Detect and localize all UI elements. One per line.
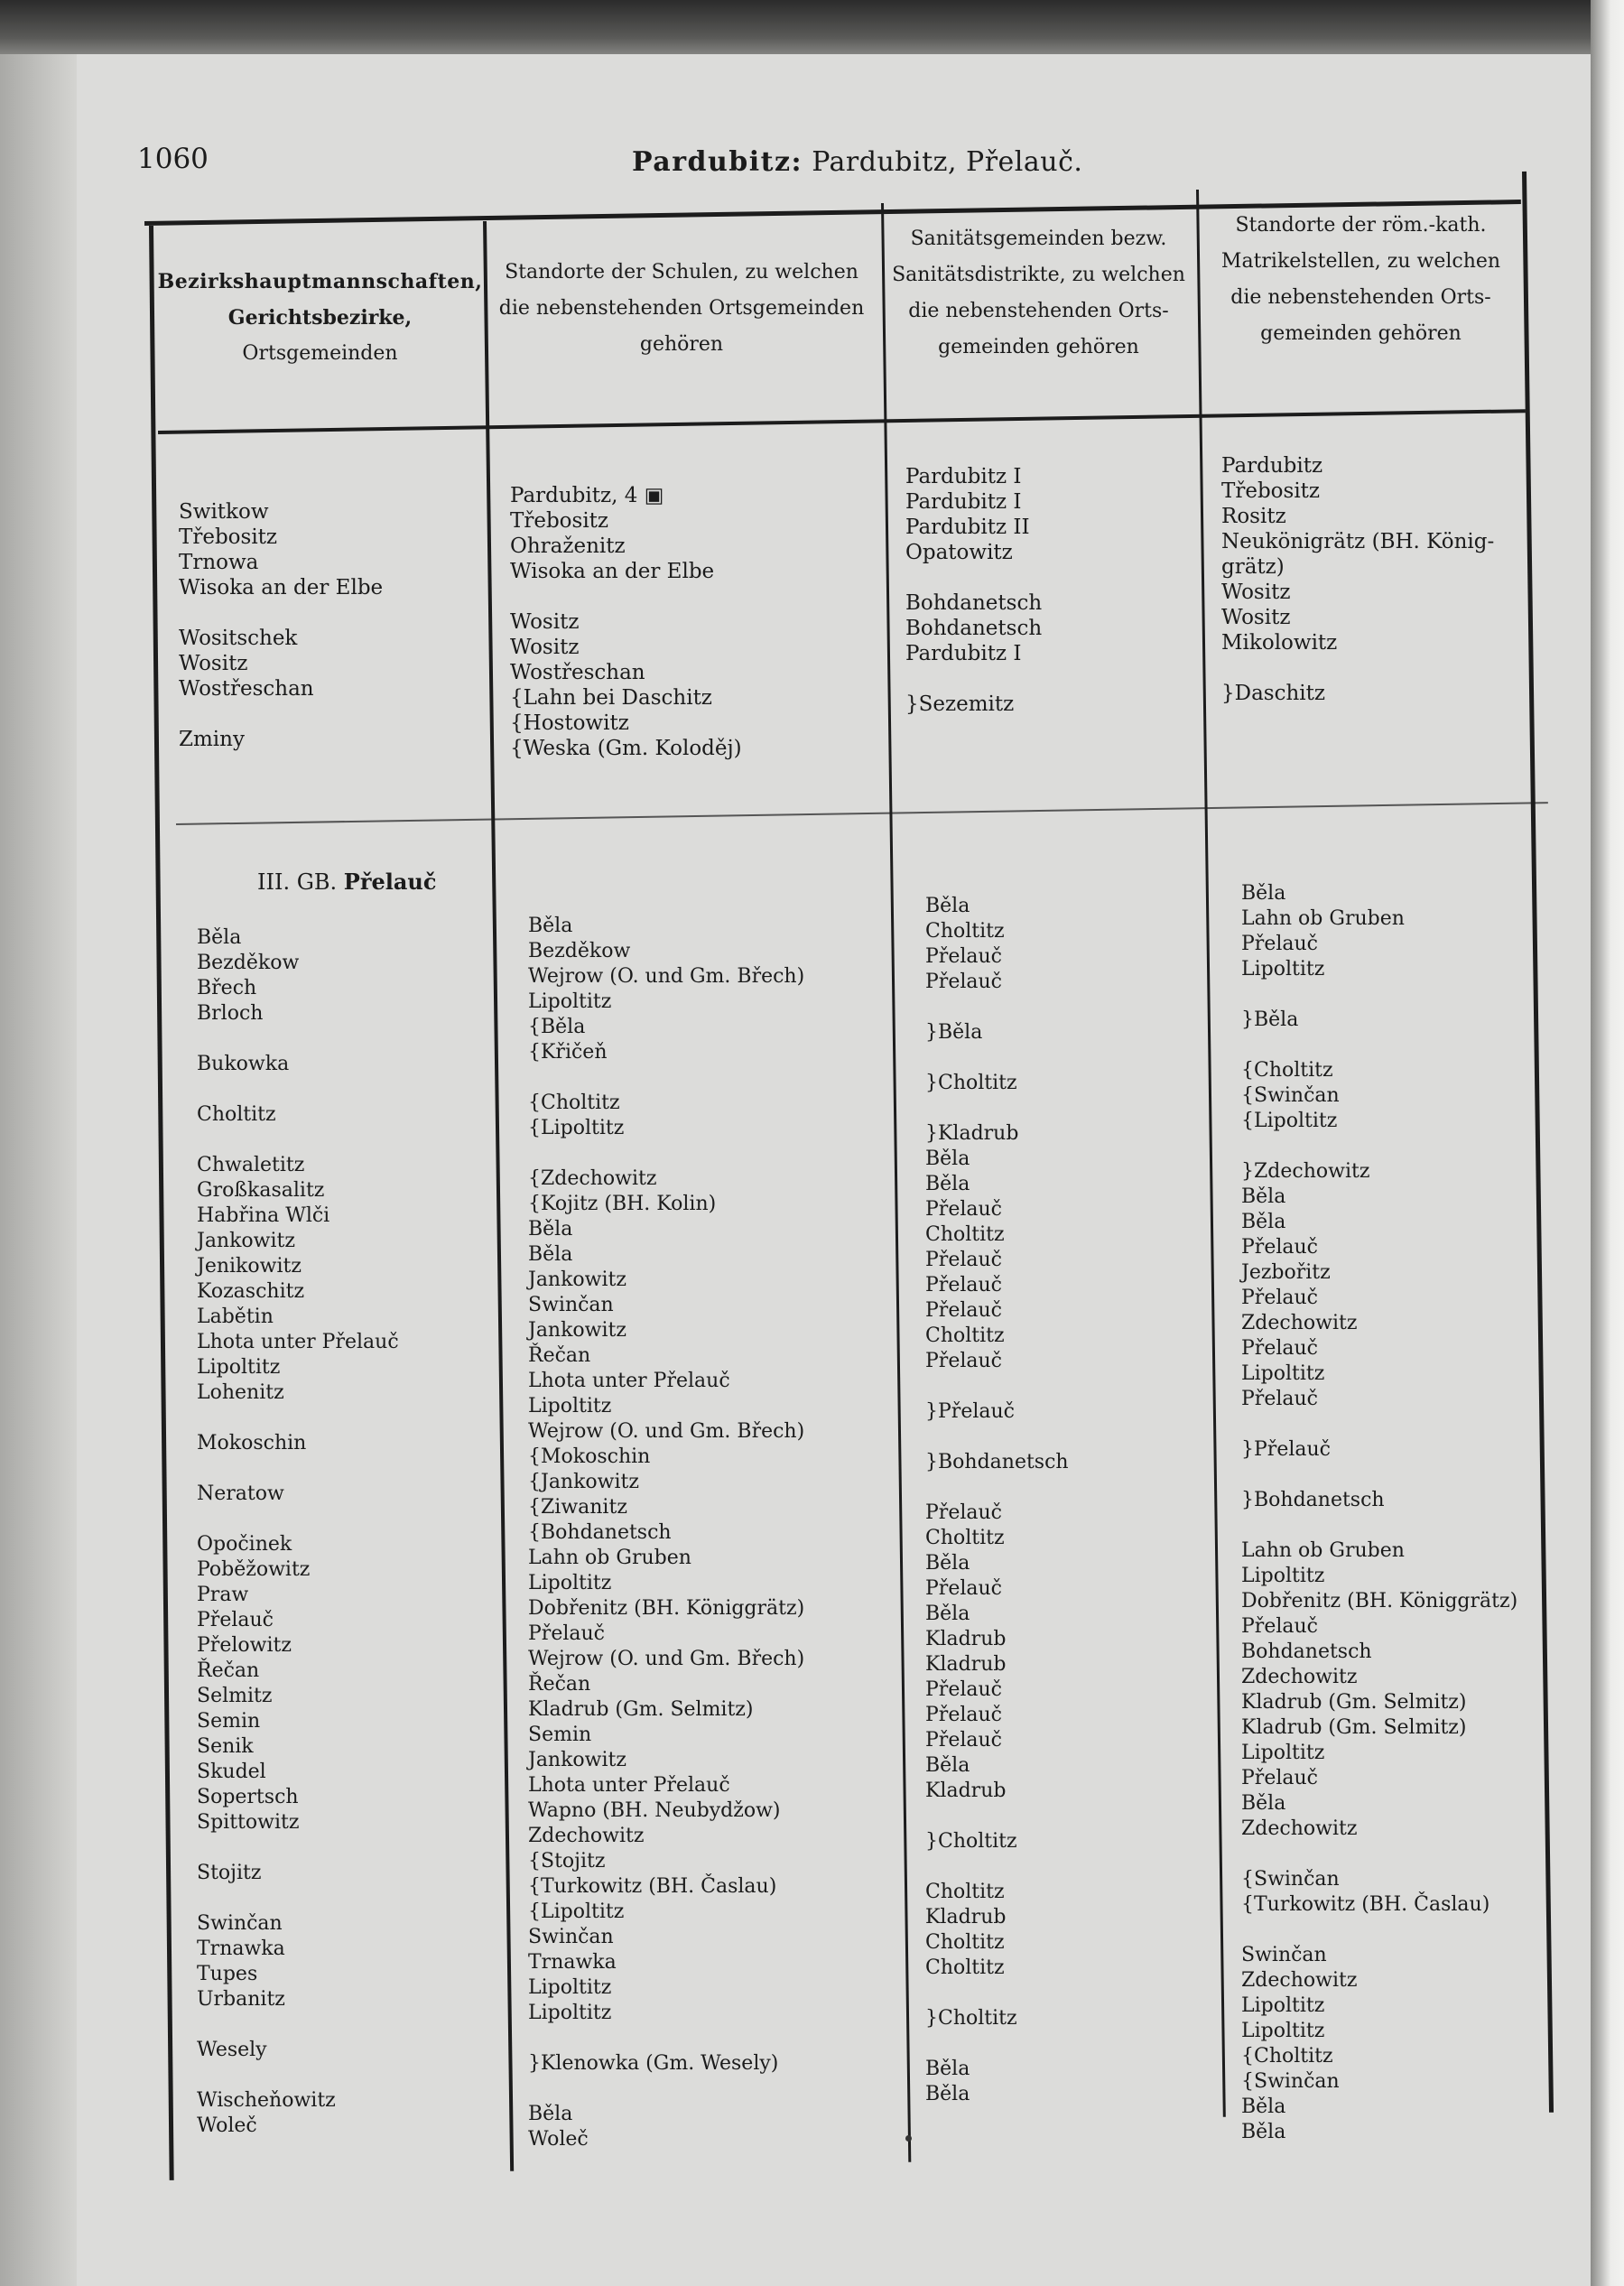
section1-col2-list (510, 483, 742, 761)
list-item: Jankowitz (528, 1319, 626, 1342)
list-item (925, 1981, 1069, 2006)
list-item: Lhota unter Přelauč (197, 1331, 399, 1353)
list-item: Lipoltitz (1241, 1362, 1325, 1385)
list-item (1241, 1412, 1517, 1437)
list-item: {Kojitz (BH. Kolin) (528, 1193, 717, 1215)
page-number: 1060 (137, 143, 209, 175)
header-col4-line1: Standorte der röm.-kath. (1235, 214, 1487, 237)
list-item: Semin (528, 1724, 592, 1746)
list-item: Woleč (197, 2114, 257, 2137)
list-item: Běla (528, 915, 573, 937)
list-item (179, 600, 383, 626)
list-item: Pardubitz I (905, 490, 1022, 514)
list-item: }Choltitz (925, 1072, 1017, 1094)
book-gutter (0, 54, 77, 2286)
list-item: Přelauč (528, 1622, 605, 1645)
list-item: Swinčan (1241, 1944, 1327, 1966)
list-item: Wejrow (O. und Gm. Břech) (528, 1420, 805, 1443)
list-item: Jezbořitz (1241, 1261, 1331, 1284)
list-item (528, 1065, 804, 1091)
list-item: Přelauč (1241, 1236, 1318, 1259)
list-item (1241, 1134, 1517, 1159)
list-item: Přelauč (925, 1704, 1002, 1726)
list-item: Woleč (528, 2128, 589, 2151)
list-item (197, 2063, 399, 2088)
list-item (197, 1886, 399, 1911)
list-item (925, 1045, 1069, 1071)
header-col3-line1: Sanitätsgemeinden bezw. (910, 228, 1167, 250)
list-item: Přelauč (1241, 1337, 1318, 1360)
list-item: Pardubitz I (905, 642, 1022, 665)
list-item: Lahn ob Gruben (528, 1547, 691, 1569)
list-item: Großkasalitz (197, 1179, 325, 1202)
list-item: Zminy (179, 728, 245, 751)
list-item: Pardubitz II (905, 516, 1030, 539)
list-item: }Kladrub (925, 1122, 1019, 1145)
list-item: }Sezemitz (905, 692, 1015, 716)
list-item: Přelauč (1241, 933, 1318, 955)
list-item: Běla (925, 2058, 970, 2080)
list-item: Lahn ob Gruben (1241, 1539, 1405, 1562)
list-item (197, 2012, 399, 2038)
list-item: Přelauč (925, 1198, 1002, 1221)
list-item: Choltitz (925, 1956, 1005, 1979)
list-item: Běla (925, 1603, 970, 1625)
list-item: Choltitz (925, 1324, 1005, 1347)
list-item: Tupes (197, 1963, 258, 1985)
list-item: Třebositz (510, 509, 609, 533)
list-item: Řečan (528, 1673, 591, 1696)
list-item: {Weska (Gm. Koloděj) (510, 737, 742, 760)
list-item: {Turkowitz (BH. Časlau) (528, 1875, 777, 1898)
list-item: Senik (197, 1735, 254, 1758)
list-item: Chwaletitz (197, 1154, 305, 1176)
section1-col1-list (179, 499, 383, 752)
list-item: {Swinčan (1241, 2070, 1340, 2093)
list-item: Řečan (528, 1344, 591, 1367)
list-item: Bohdanetsch (1241, 1640, 1372, 1663)
list-item: {Turkowitz (BH. Časlau) (1241, 1893, 1490, 1916)
list-item: {Jankowitz (528, 1471, 639, 1493)
list-item: Dobřenitz (BH. Königgrätz) (528, 1597, 805, 1620)
list-item: Lipoltitz (1241, 1565, 1325, 1587)
header-col2 (487, 255, 876, 363)
header-col4 (1201, 208, 1521, 352)
list-item: Přelauč (925, 1274, 1002, 1296)
list-item: Běla (1241, 2121, 1286, 2143)
list-item: Zdechowitz (1241, 1817, 1358, 1840)
list-item: Wositz (1221, 606, 1291, 629)
list-item (925, 1854, 1069, 1880)
list-item: }Bohdanetsch (925, 1451, 1069, 1473)
list-item: Zdechowitz (1241, 1666, 1358, 1688)
list-item: Wositz (510, 636, 580, 659)
list-item: Přelauč (1241, 1287, 1318, 1309)
list-item: Ohraženitz (510, 534, 626, 558)
list-item: Lipoltitz (528, 1572, 612, 1594)
scan-right-edge (1591, 0, 1624, 2286)
list-item: Třebositz (179, 525, 278, 549)
list-item (1241, 982, 1517, 1008)
header-col1 (155, 264, 485, 372)
list-item: Jankowitz (528, 1749, 626, 1771)
list-item: Wischeňowitz (197, 2089, 336, 2112)
list-item: Přelauč (925, 1299, 1002, 1322)
list-item: Pardubitz, 4 ▣ (510, 484, 664, 507)
list-item: Běla (925, 895, 970, 917)
list-item (1241, 1513, 1517, 1538)
list-item: Třebositz (1221, 479, 1321, 503)
list-item: Sopertsch (197, 1786, 299, 1808)
list-item: Lhota unter Přelauč (528, 1370, 730, 1392)
list-item (1241, 1842, 1517, 1867)
list-item (925, 1096, 1069, 1121)
header-col3-line3: die nebenstehenden Orts- (908, 300, 1169, 322)
list-item: Labětin (197, 1306, 274, 1328)
list-item: {Choltitz (1241, 2045, 1333, 2068)
list-item: Switkow (179, 500, 269, 524)
list-item (528, 1141, 804, 1166)
list-item: Wejrow (O. und Gm. Břech) (528, 965, 805, 988)
list-item (197, 1128, 399, 1153)
header-district: Pardubitz: (632, 146, 803, 178)
list-item: Bezděkow (197, 952, 300, 974)
list-item: Dobřenitz (BH. Königgrätz) (1241, 1590, 1518, 1612)
list-item: Stojitz (197, 1862, 262, 1884)
list-item (528, 2026, 804, 2051)
header-col3-line4: gemeinden gehören (938, 336, 1139, 358)
list-item (1221, 655, 1494, 681)
list-item: Přelauč (1241, 1615, 1318, 1638)
list-item: Běla (528, 1243, 573, 1266)
list-item: Rositz (1221, 505, 1286, 528)
list-item: {Choltitz (1241, 1059, 1333, 1082)
list-item: Trnowa (179, 551, 259, 574)
list-item: Wositz (179, 652, 248, 675)
list-item: Choltitz (925, 1527, 1005, 1549)
section2-col3-list (925, 894, 1069, 2107)
list-item: Praw (197, 1584, 249, 1606)
list-item: Lipoltitz (528, 990, 612, 1013)
header-col4-line4: gemeinden gehören (1260, 322, 1462, 345)
list-item (925, 1475, 1069, 1501)
list-item: Habřina Wlči (197, 1204, 330, 1227)
list-item (1241, 1463, 1517, 1488)
list-item: Běla (925, 1173, 970, 1195)
list-item: Běla (1241, 1185, 1286, 1208)
list-item (197, 1507, 399, 1532)
list-item: }Přelauč (1241, 1438, 1331, 1461)
list-item: Přelauč (925, 1501, 1002, 1524)
list-item (179, 702, 383, 727)
list-item: Běla (528, 1218, 573, 1241)
list-item: Wostřeschan (179, 677, 314, 701)
list-item: Wositz (510, 610, 580, 634)
list-item: }Klenowka (Gm. Wesely) (528, 2052, 779, 2075)
list-item (197, 1835, 399, 1861)
list-item: Wisoka an der Elbe (179, 576, 384, 599)
list-item: Běla (925, 1754, 970, 1777)
list-item: Pardubitz I (905, 465, 1022, 488)
list-item: }Choltitz (925, 1830, 1017, 1853)
list-item (925, 1804, 1069, 1829)
list-item (197, 1027, 399, 1052)
list-item: {Lipoltitz (528, 1900, 625, 1923)
list-item (1241, 1918, 1517, 1943)
list-item: Jenikowitz (197, 1255, 302, 1278)
section1-col3-list (905, 464, 1042, 717)
list-item (528, 2077, 804, 2102)
list-item (197, 1456, 399, 1482)
list-item: Swinčan (528, 1926, 614, 1948)
list-item: {Lipoltitz (528, 1117, 625, 1139)
list-item: }Choltitz (925, 2007, 1017, 2030)
list-item: Wejrow (O. und Gm. Břech) (528, 1648, 805, 1670)
section2-title-name: Přelauč (343, 869, 437, 895)
list-item: Přelauč (925, 945, 1002, 968)
page-header (632, 146, 1082, 178)
list-item: Wapno (BH. Neubydžow) (528, 1799, 781, 1822)
list-item: Swinčan (528, 1294, 614, 1316)
list-item: Brloch (197, 1002, 264, 1025)
list-item: Přelauč (925, 971, 1002, 993)
header-col1-line3: Ortsgemeinden (242, 342, 398, 365)
list-item (925, 995, 1069, 1020)
list-item: Bohdanetsch (905, 617, 1043, 640)
list-item: Lipoltitz (528, 1976, 612, 1999)
list-item: Přelauč (925, 1729, 1002, 1752)
list-item: {Lahn bei Daschitz (510, 686, 712, 710)
list-item: Bukowka (197, 1053, 290, 1075)
list-item: Mikolowitz (1221, 631, 1338, 655)
list-item: Wesely (197, 2039, 267, 2061)
list-item: Bezděkow (528, 940, 631, 962)
list-item: {Bohdanetsch (528, 1521, 672, 1544)
list-item: Přelauč (925, 1350, 1002, 1372)
list-item: Běla (925, 2083, 970, 2105)
list-item: Choltitz (925, 1223, 1005, 1246)
list-item: {Stojitz (528, 1850, 606, 1872)
header-col2-line1: Standorte der Schulen, zu welchen (505, 261, 858, 283)
list-item: Běla (1241, 1792, 1286, 1815)
list-item: Běla (1241, 882, 1286, 905)
list-item: Lipoltitz (528, 2002, 612, 2024)
list-item: Poběžowitz (197, 1558, 311, 1581)
header-col1-line2: Gerichtsbezirke, (227, 306, 413, 330)
list-item: Přelauč (925, 1249, 1002, 1271)
list-item: Spittowitz (197, 1811, 300, 1834)
section2-title-prefix: III. GB. (257, 869, 338, 895)
list-item: Kladrub (925, 1906, 1007, 1928)
list-item: Trnawka (197, 1938, 285, 1960)
list-item: {Swinčan (1241, 1868, 1340, 1891)
list-item: Wostřeschan (510, 661, 645, 684)
section2-title (257, 869, 436, 895)
list-item: Wisoka an der Elbe (510, 560, 715, 583)
list-item: Běla (925, 1148, 970, 1170)
list-item: Neratow (197, 1482, 284, 1505)
list-item: Běla (197, 926, 242, 949)
list-item: Urbanitz (197, 1988, 285, 2011)
list-item: Opočinek (197, 1533, 292, 1556)
list-item: Přelauč (197, 1609, 274, 1631)
list-item: Zdechowitz (1241, 1969, 1358, 1992)
section2-col1-list (197, 925, 399, 2139)
list-item: Běla (1241, 1211, 1286, 1233)
list-item: Choltitz (925, 1881, 1005, 1903)
list-item: Břech (197, 977, 257, 999)
list-item: Bohdanetsch (905, 591, 1043, 615)
list-item: Mokoschin (197, 1432, 307, 1454)
list-item: Přelauč (1241, 1388, 1318, 1410)
list-item: Lipoltitz (1241, 1994, 1325, 2017)
header-col3 (883, 221, 1194, 366)
list-item: Lipoltitz (528, 1395, 612, 1417)
list-item: }Daschitz (1221, 682, 1325, 705)
list-item: {Ziwanitz (528, 1496, 627, 1519)
header-col4-line3: die nebenstehenden Orts- (1230, 286, 1491, 309)
list-item: Kladrub (925, 1780, 1007, 1802)
list-item: Choltitz (925, 920, 1005, 943)
list-item: Běla (925, 1552, 970, 1575)
list-item: Přelowitz (197, 1634, 292, 1657)
list-item: Kladrub (Gm. Selmitz) (528, 1698, 754, 1721)
list-item (510, 584, 742, 609)
list-item (925, 1374, 1069, 1399)
list-item: }Běla (925, 1021, 983, 1044)
list-item: Kladrub (925, 1653, 1007, 1676)
list-item (197, 1077, 399, 1102)
section2-col4-list (1241, 881, 1517, 2145)
list-item: {Swinčan (1241, 1084, 1340, 1107)
list-item: Skudel (197, 1761, 266, 1783)
list-item: {Lipoltitz (1241, 1110, 1338, 1132)
list-item: Swinčan (197, 1912, 283, 1935)
list-item: Kladrub (Gm. Selmitz) (1241, 1691, 1467, 1714)
list-item: Jankowitz (197, 1230, 295, 1252)
list-item: Wositschek (179, 627, 298, 650)
list-item: {Zdechowitz (528, 1167, 657, 1190)
list-item (925, 1425, 1069, 1450)
list-item: Pardubitz (1221, 454, 1323, 478)
list-item: Selmitz (197, 1685, 273, 1707)
list-item (1241, 1033, 1517, 1058)
list-item: Lahn ob Gruben (1241, 907, 1405, 930)
list-item: Přelauč (1241, 1767, 1318, 1789)
list-item: Wositz (1221, 581, 1291, 604)
section2-col2-list (528, 914, 804, 2152)
list-item: Zdechowitz (528, 1825, 645, 1847)
list-item: Semin (197, 1710, 261, 1733)
list-item: Opatowitz (905, 541, 1013, 564)
list-item: Řečan (197, 1659, 260, 1682)
list-item: {Choltitz (528, 1092, 620, 1114)
list-item: {Běla (528, 1016, 586, 1038)
header-col2-line2: die nebenstehenden Ortsgemeinden (498, 297, 865, 320)
list-item: }Přelauč (925, 1400, 1015, 1423)
list-item: Trnawka (528, 1951, 617, 1974)
section1-col4-list (1221, 453, 1494, 706)
header-col2-line3: gehören (639, 333, 724, 356)
header-places: Pardubitz, Přelauč. (812, 146, 1083, 178)
list-item: }Běla (1241, 1008, 1299, 1031)
list-item: Kladrub (925, 1628, 1007, 1650)
list-item: Lipoltitz (1241, 958, 1325, 980)
list-item: Lohenitz (197, 1381, 284, 1404)
list-item: Zdechowitz (1241, 1312, 1358, 1334)
list-item (197, 1406, 399, 1431)
list-item: Kozaschitz (197, 1280, 305, 1303)
list-item: {Mokoschin (528, 1445, 651, 1468)
list-item: Neukönigrätz (BH. König- (1221, 530, 1495, 553)
list-item: Kladrub (Gm. Selmitz) (1241, 1716, 1467, 1739)
list-item: Choltitz (925, 1931, 1005, 1954)
list-item: grätz) (1221, 555, 1285, 579)
header-col1-line1: Bezirkshauptmannschaften, (157, 270, 483, 293)
list-item: }Bohdanetsch (1241, 1489, 1385, 1511)
list-item: Choltitz (197, 1103, 276, 1126)
list-item: Lhota unter Přelauč (528, 1774, 730, 1797)
list-item: Lipoltitz (1241, 2020, 1325, 2042)
list-item: Běla (528, 2103, 573, 2125)
list-item: Přelauč (925, 1678, 1002, 1701)
ink-speck (905, 2135, 912, 2142)
list-item: Lipoltitz (1241, 1742, 1325, 1764)
header-col4-line2: Matrikelstellen, zu welchen (1220, 250, 1501, 273)
list-item: Lipoltitz (197, 1356, 281, 1379)
list-item: Jankowitz (528, 1268, 626, 1291)
list-item: Přelauč (925, 1577, 1002, 1600)
list-item (905, 565, 1042, 590)
list-item: Běla (1241, 2096, 1286, 2118)
list-item: {Křičeň (528, 1041, 608, 1064)
list-item (905, 666, 1042, 692)
list-item: }Zdechowitz (1241, 1160, 1370, 1183)
list-item: {Hostowitz (510, 711, 629, 735)
header-col3-line2: Sanitätsdistrikte, zu welchen (892, 264, 1185, 286)
list-item (925, 2031, 1069, 2057)
